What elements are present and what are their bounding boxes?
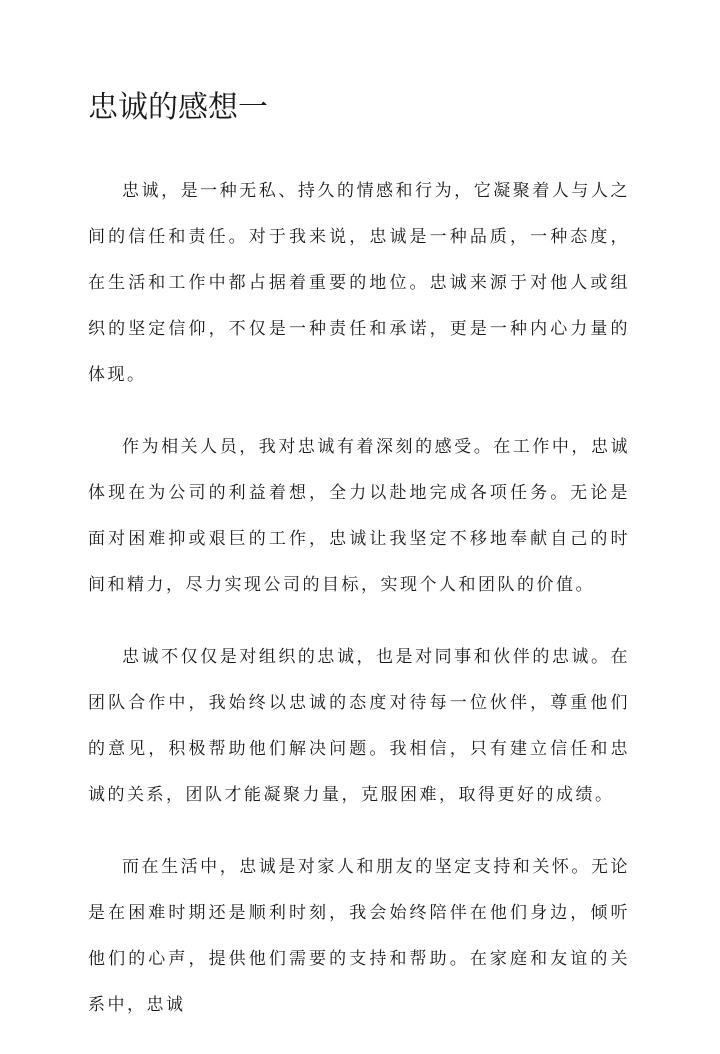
paragraph-3: 忠诚不仅仅是对组织的忠诚，也是对同事和伙伴的忠诚。在团队合作中，我始终以忠诚的态度对待每一位伙伴，尊重他们的意见，积极帮助他们解决问题。我相信，只有建立信任和忠诚的关系，团队才能凝聚力量，克服困难，取得更好的成绩。 [88, 647, 630, 805]
paragraph-2: 作为相关人员，我对忠诚有着深刻的感受。在工作中，忠诚体现在为公司的利益着想，全力以赴地完成各项任务。无论是面对困难抑或艰巨的工作，忠诚让我坚定不移地奉献自己的时间和精力，尽力实现公司的目标，实现个人和团队的价值。 [88, 437, 630, 595]
document-body [88, 168, 630, 1054]
paragraph-4: 而在生活中，忠诚是对家人和朋友的坚定支持和关怀。无论是在困难时期还是顺利时刻，我会始终陪伴在他们身边，倾听他们的心声，提供他们需要的支持和帮助。在家庭和友谊的关系中，忠诚 [88, 857, 630, 1015]
paragraph-1: 忠诚，是一种无私、持久的情感和行为，它凝聚着人与人之间的信任和责任。对于我来说，忠诚是一种品质，一种态度，在生活和工作中都占据着重要的地位。忠诚来源于对他人或组织的坚定信仰，不仅是一种责任和承诺，更是一种内心力量的体现。 [88, 181, 630, 385]
document-title: 忠诚的感想一 [88, 90, 268, 125]
